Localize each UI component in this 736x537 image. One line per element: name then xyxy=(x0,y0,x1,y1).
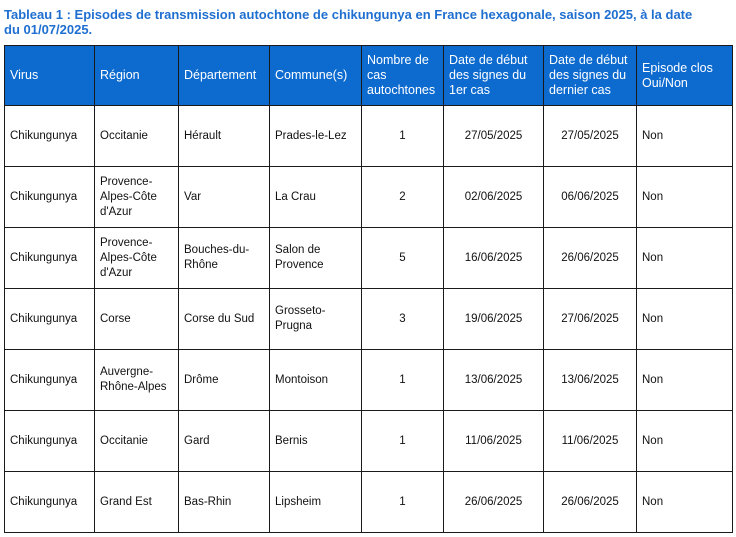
episodes-table xyxy=(4,45,733,533)
table-caption: Tableau 1 : Episodes de transmission autochtone de chikungunya en France hexagonale, saison 2025, à la date du 01/07/2025. xyxy=(4,7,693,37)
cell-region: Provence-Alpes-Côte d'Azur xyxy=(95,228,179,289)
cell-departement: Bouches-du-Rhône xyxy=(179,228,270,289)
cell-virus: Chikungunya xyxy=(5,106,95,167)
cell-region: Grand Est xyxy=(95,472,179,533)
cell-date-premier-cas: 13/06/2025 xyxy=(444,350,544,411)
table-header-row xyxy=(5,46,733,106)
cell-date-premier-cas: 19/06/2025 xyxy=(444,289,544,350)
cell-region: Occitanie xyxy=(95,411,179,472)
cell-nb-cas: 2 xyxy=(362,167,444,228)
cell-departement: Gard xyxy=(179,411,270,472)
cell-departement: Bas-Rhin xyxy=(179,472,270,533)
cell-commune: Grosseto-Prugna xyxy=(270,289,362,350)
cell-episode-clos: Non xyxy=(637,289,733,350)
table-row xyxy=(5,289,733,350)
table-row xyxy=(5,167,733,228)
cell-region: Auvergne-Rhône-Alpes xyxy=(95,350,179,411)
cell-commune: Lipsheim xyxy=(270,472,362,533)
cell-commune: La Crau xyxy=(270,167,362,228)
cell-date-dernier-cas: 11/06/2025 xyxy=(544,411,637,472)
cell-date-dernier-cas: 26/06/2025 xyxy=(544,228,637,289)
header-episode-clos: Episode clos Oui/Non xyxy=(637,46,733,106)
cell-date-dernier-cas: 06/06/2025 xyxy=(544,167,637,228)
cell-episode-clos: Non xyxy=(637,228,733,289)
header-date-dernier-cas: Date de début des signes du dernier cas xyxy=(544,46,637,106)
cell-virus: Chikungunya xyxy=(5,472,95,533)
table-row xyxy=(5,411,733,472)
cell-episode-clos: Non xyxy=(637,411,733,472)
cell-commune: Salon de Provence xyxy=(270,228,362,289)
header-date-premier-cas: Date de début des signes du 1er cas xyxy=(444,46,544,106)
cell-episode-clos: Non xyxy=(637,350,733,411)
cell-episode-clos: Non xyxy=(637,472,733,533)
cell-departement: Hérault xyxy=(179,106,270,167)
header-virus: Virus xyxy=(5,46,95,106)
cell-nb-cas: 5 xyxy=(362,228,444,289)
header-region: Région xyxy=(95,46,179,106)
cell-virus: Chikungunya xyxy=(5,289,95,350)
cell-nb-cas: 1 xyxy=(362,106,444,167)
cell-commune: Prades-le-Lez xyxy=(270,106,362,167)
cell-episode-clos: Non xyxy=(637,106,733,167)
cell-date-premier-cas: 26/06/2025 xyxy=(444,472,544,533)
cell-nb-cas: 1 xyxy=(362,472,444,533)
header-communes: Commune(s) xyxy=(270,46,362,106)
header-departement: Département xyxy=(179,46,270,106)
table-row xyxy=(5,106,733,167)
table-row xyxy=(5,350,733,411)
cell-nb-cas: 1 xyxy=(362,350,444,411)
cell-date-dernier-cas: 27/05/2025 xyxy=(544,106,637,167)
cell-date-premier-cas: 02/06/2025 xyxy=(444,167,544,228)
cell-virus: Chikungunya xyxy=(5,350,95,411)
cell-date-premier-cas: 11/06/2025 xyxy=(444,411,544,472)
table-row xyxy=(5,228,733,289)
cell-virus: Chikungunya xyxy=(5,228,95,289)
table-row xyxy=(5,472,733,533)
cell-region: Provence-Alpes-Côte d'Azur xyxy=(95,167,179,228)
cell-virus: Chikungunya xyxy=(5,411,95,472)
cell-nb-cas: 3 xyxy=(362,289,444,350)
cell-commune: Montoison xyxy=(270,350,362,411)
cell-date-premier-cas: 27/05/2025 xyxy=(444,106,544,167)
cell-region: Corse xyxy=(95,289,179,350)
cell-commune: Bernis xyxy=(270,411,362,472)
cell-virus: Chikungunya xyxy=(5,167,95,228)
cell-date-dernier-cas: 27/06/2025 xyxy=(544,289,637,350)
cell-episode-clos: Non xyxy=(637,167,733,228)
table-body xyxy=(5,106,733,533)
cell-date-dernier-cas: 13/06/2025 xyxy=(544,350,637,411)
cell-departement: Drôme xyxy=(179,350,270,411)
header-nb-cas: Nombre de cas autochtones xyxy=(362,46,444,106)
cell-region: Occitanie xyxy=(95,106,179,167)
cell-departement: Var xyxy=(179,167,270,228)
cell-departement: Corse du Sud xyxy=(179,289,270,350)
cell-nb-cas: 1 xyxy=(362,411,444,472)
cell-date-premier-cas: 16/06/2025 xyxy=(444,228,544,289)
cell-date-dernier-cas: 26/06/2025 xyxy=(544,472,637,533)
